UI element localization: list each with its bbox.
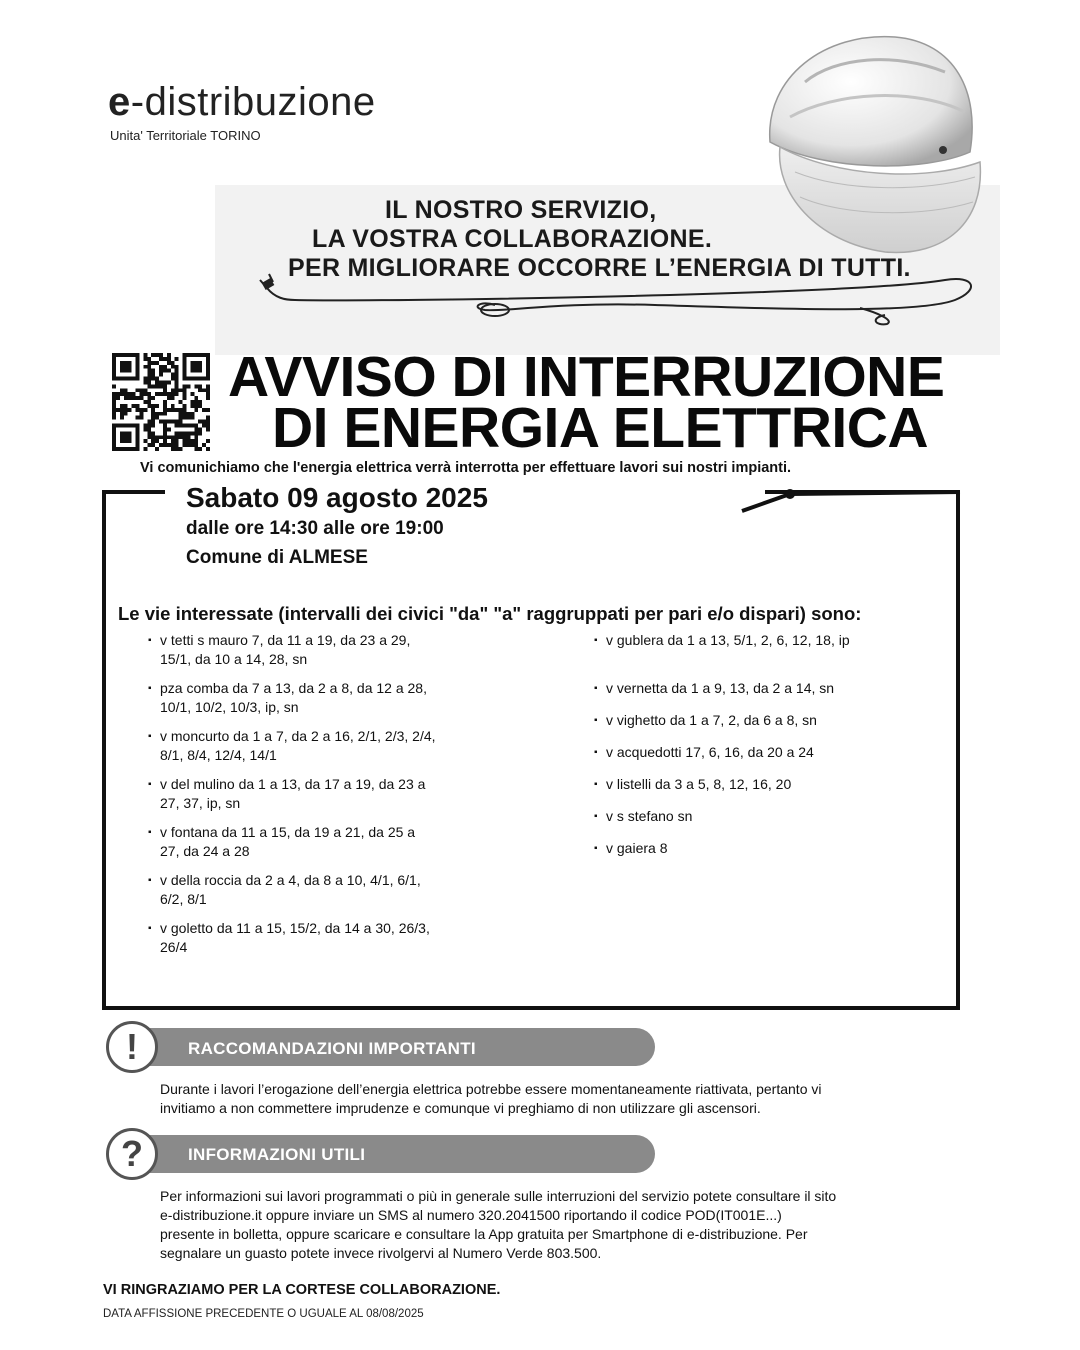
list-item: ▪ v vighetto da 1 a 7, 2, da 6 a 8, sn [594,711,934,730]
intro-text: Vi comunichiamo che l'energia elettrica verrà interrotta per effettuare lavori sui nostri impianti. [140,460,792,476]
info-label: INFORMAZIONI UTILI [188,1145,366,1164]
qr-code-icon [112,353,210,451]
street-line: v gublera da 1 a 13, 5/1, 2, 6, 12, 18, ip [606,632,850,648]
list-item: ▪ v gublera da 1 a 13, 5/1, 2, 6, 12, 18, ip [594,631,934,650]
street-line: 27, 37, ip, sn [160,795,241,811]
streets-heading: Le vie interessate (intervalli dei civici "da" "a" raggruppati per pari e/o dispari) sono: [118,603,862,624]
notice-title-line-2: DI ENERGIA ELETTRICA [272,396,929,460]
list-item: ▪ v della roccia da 2 a 4, da 8 a 10, 4/1, 6/1, 6/2, 8/1 [148,871,488,909]
street-line: 26/4 [160,939,188,955]
list-item: ▪ v listelli da 3 a 5, 8, 12, 16, 20 [594,775,934,794]
paragraph-line: Durante i lavori l’erogazione dell’energia elettrica potrebbe essere momentaneamente riattivata, pertanto vi [160,1081,822,1097]
territorial-unit: Unita' Territoriale TORINO [110,128,261,143]
interruption-date: Sabato 09 agosto 2025 [186,482,488,513]
brand-name: -distribuzione [130,80,376,124]
list-item: ▪ v goletto da 11 a 15, 15/2, da 14 a 30, 26/3, 26/4 [148,919,493,957]
list-item: ▪ pza comba da 7 a 13, da 2 a 8, da 12 a 28, 10/1, 10/2, 10/3, ip, sn [148,679,488,717]
paragraph-line: e-distribuzione.it oppure inviare un SMS al numero 320.2041500 riportando il codice POD(IT001E...) [160,1207,782,1223]
question-mark-icon: ? [106,1128,158,1180]
street-line: v goletto da 11 a 15, 15/2, da 14 a 30, 26/3, [160,920,430,936]
paragraph-line: invitiamo a non commettere imprudenze e comunque vi preghiamo di non utilizzare gli ascensori. [160,1100,761,1116]
info-text [160,1187,960,1263]
recommendations-text [160,1080,960,1118]
street-line: pza comba da 7 a 13, da 2 a 8, da 12 a 28, [160,680,427,696]
paragraph-line: Per informazioni sui lavori programmati o più in generale sulle interruzioni del servizio potete consultare il sito [160,1188,837,1204]
street-line: v vighetto da 1 a 7, 2, da 6 a 8, sn [606,712,817,728]
paragraph-line: segnalare un guasto potete invece rivolgervi al Numero Verde 803.500. [160,1245,602,1261]
list-item: ▪ v vernetta da 1 a 9, 13, da 2 a 14, sn [594,679,934,698]
cable-icon [255,260,980,335]
street-line: v del mulino da 1 a 13, da 17 a 19, da 23 a [160,776,426,792]
list-item: ▪ v del mulino da 1 a 13, da 17 a 19, da 23 a 27, 37, ip, sn [148,775,488,813]
street-line: v listelli da 3 a 5, 8, 12, 16, 20 [606,776,792,792]
posting-date: DATA AFFISSIONE PRECEDENTE O UGUALE AL 08/08/2025 [103,1308,424,1320]
street-line: 27, da 24 a 28 [160,843,250,859]
helmet-icon [745,22,995,262]
plug-icon [740,484,965,519]
street-line: 15/1, da 10 a 14, 28, sn [160,651,308,667]
slogan-line-2: LA VOSTRA COLLABORAZIONE. [312,225,713,253]
interruption-time: dalle ore 14:30 alle ore 19:00 [186,518,444,539]
brand-prefix: e [108,80,131,124]
street-line: 10/1, 10/2, 10/3, ip, sn [160,699,299,715]
street-line: v gaiera 8 [606,840,668,856]
list-item: ▪ v fontana da 11 a 15, da 19 a 21, da 25 a 27, da 24 a 28 [148,823,488,861]
street-line: 8/1, 8/4, 12/4, 14/1 [160,747,277,763]
street-line: v s stefano sn [606,808,693,824]
street-line: 6/2, 8/1 [160,891,207,907]
list-item: ▪ v moncurto da 1 a 7, da 2 a 16, 2/1, 2/3, 2/4, 8/1, 8/4, 12/4, 14/1 [148,727,493,765]
street-line: v fontana da 11 a 15, da 19 a 21, da 25 a [160,824,416,840]
slogan-line-1: IL NOSTRO SERVIZIO, [385,196,657,224]
street-line: v tetti s mauro 7, da 11 a 19, da 23 a 29, [160,632,411,648]
slogan-line-3: PER MIGLIORARE OCCORRE L’ENERGIA DI TUTTI. [288,254,911,282]
list-item: ▪ v acquedotti 17, 6, 16, da 20 a 24 [594,743,934,762]
recommendations-label: RACCOMANDAZIONI IMPORTANTI [188,1039,476,1058]
thanks-text: VI RINGRAZIAMO PER LA CORTESE COLLABORAZIONE. [103,1282,501,1298]
exclamation-icon: ! [106,1021,158,1073]
list-item: ▪ v s stefano sn [594,807,934,826]
street-line: v moncurto da 1 a 7, da 2 a 16, 2/1, 2/3, 2/4, [160,728,436,744]
notice-title-line-1: AVVISO DI INTERRUZIONE [228,345,945,409]
street-line: v della roccia da 2 a 4, da 8 a 10, 4/1, 6/1, [160,872,421,888]
paragraph-line: presente in bolletta, oppure scaricare e consultare la App gratuita per Smartphone di e-distribuzione. Per [160,1226,808,1242]
list-item: ▪ v tetti s mauro 7, da 11 a 19, da 23 a 29, 15/1, da 10 a 14, 28, sn [148,631,488,669]
brand-logo [108,80,376,125]
list-item: ▪ v gaiera 8 [594,839,934,858]
municipality: Comune di ALMESE [186,547,368,568]
street-line: v vernetta da 1 a 9, 13, da 2 a 14, sn [606,680,835,696]
street-line: v acquedotti 17, 6, 16, da 20 a 24 [606,744,814,760]
